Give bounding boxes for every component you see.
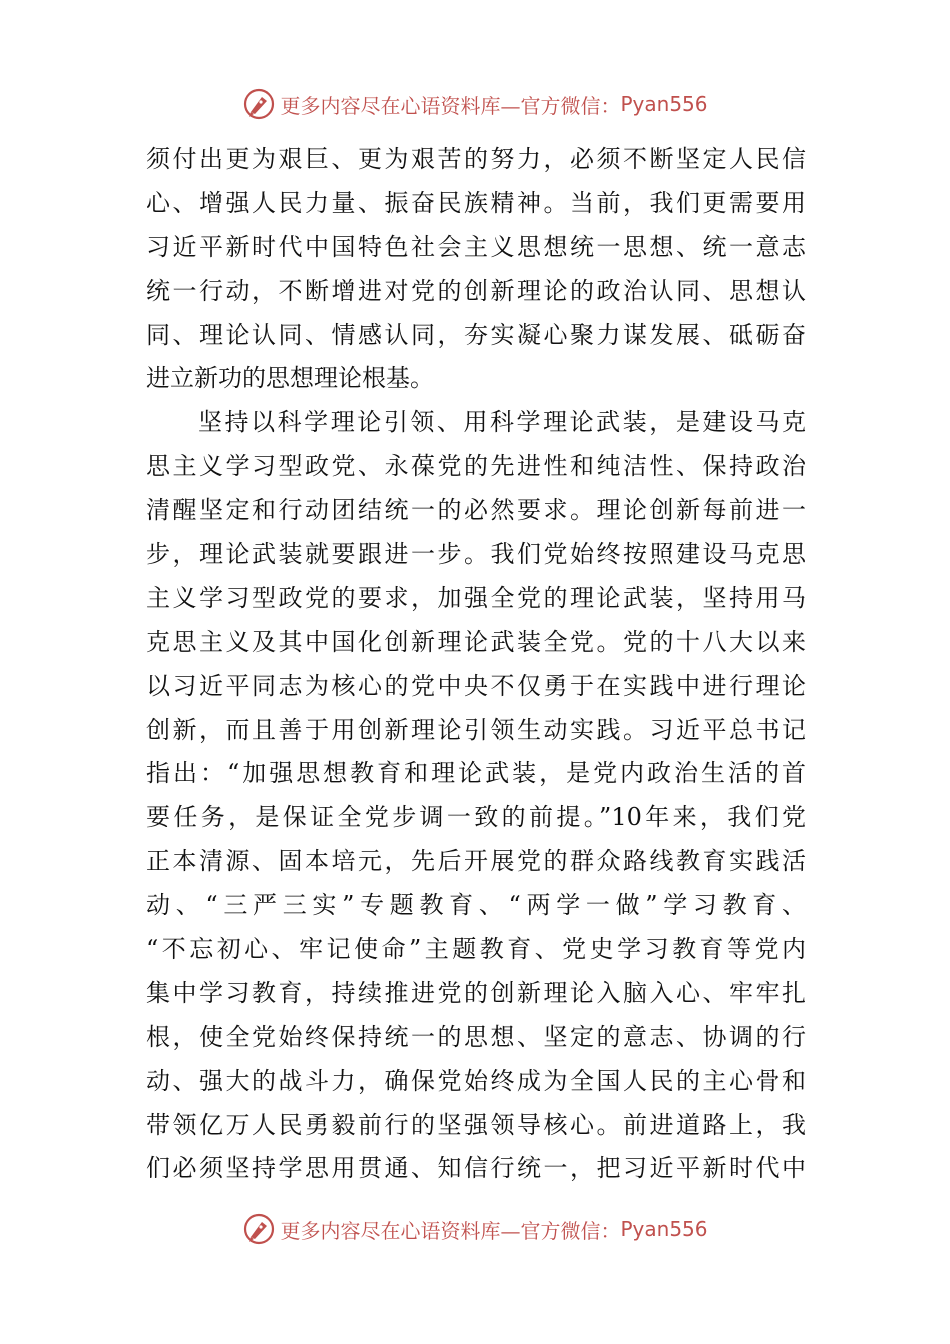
text-line: 进立新功的思想理论根基。	[146, 364, 434, 393]
text-line: 指出：“加强思想教育和理论武装，是党内政治生活的首	[146, 759, 806, 788]
text-line: 根，使全党始终保持统一的思想、坚定的意志、协调的行	[146, 1022, 806, 1051]
text-line: 统一行动，不断增进对党的创新理论的政治认同、思想认	[146, 276, 806, 305]
text-line: 以习近平同志为核心的党中央不仅勇于在实践中进行理论	[146, 671, 806, 700]
watermark-account: Pyan556	[620, 92, 708, 116]
paragraph	[146, 138, 806, 401]
paragraph	[146, 401, 806, 1191]
watermark-text: 更多内容尽在心语资料库—官方微信：	[280, 93, 621, 118]
pen-nib-logo-icon	[242, 1212, 276, 1246]
footer-watermark	[0, 1209, 950, 1249]
text-line: 克思主义及其中国化创新理论武装全党。党的十八大以来	[146, 627, 806, 656]
header-watermark	[0, 84, 950, 124]
text-line: 动、“三严三实”专题教育、“两学一做”学习教育、	[146, 891, 806, 920]
text-line: 坚持以科学理论引领、用科学理论武装，是建设马克	[198, 408, 806, 437]
text-line: 清醒坚定和行动团结统一的必然要求。理论创新每前进一	[146, 496, 806, 525]
text-line: 带领亿万人民勇毅前行的坚强领导核心。前进道路上，我	[146, 1110, 806, 1139]
text-line: 心、增强人民力量、振奋民族精神。当前，我们更需要用	[146, 188, 806, 217]
text-line: 习近平新时代中国特色社会主义思想统一思想、统一意志	[146, 232, 806, 261]
text-line: 创新，而且善于用创新理论引领生动实践。习近平总书记	[146, 715, 806, 744]
text-line: 要任务，是保证全党步调一致的前提。”10年来，我们党	[146, 803, 806, 832]
text-line: 思主义学习型政党、永葆党的先进性和纯洁性、保持政治	[146, 452, 806, 481]
text-line: 步，理论武装就要跟进一步。我们党始终按照建设马克思	[146, 540, 806, 569]
text-line: 们必须坚持学思用贯通、知信行统一，把习近平新时代中	[146, 1154, 806, 1183]
text-line: 动、强大的战斗力，确保党始终成为全国人民的主心骨和	[146, 1066, 806, 1095]
text-line: “不忘初心、牢记使命”主题教育、党史学习教育等党内	[146, 935, 806, 964]
article-body	[146, 138, 806, 1191]
text-line: 须付出更为艰巨、更为艰苦的努力，必须不断坚定人民信	[146, 145, 806, 173]
text-line: 同、理论认同、情感认同，夯实凝心聚力谋发展、砥砺奋	[146, 320, 806, 349]
text-line: 集中学习教育，持续推进党的创新理论入脑入心、牢牢扎	[146, 978, 806, 1007]
text-line: 正本清源、固本培元，先后开展党的群众路线教育实践活	[146, 847, 806, 876]
watermark-text: 更多内容尽在心语资料库—官方微信：	[280, 1218, 621, 1243]
text-line: 主义学习型政党的要求，加强全党的理论武装，坚持用马	[146, 583, 806, 612]
pen-nib-logo-icon	[242, 87, 276, 121]
watermark-account: Pyan556	[620, 1217, 708, 1241]
